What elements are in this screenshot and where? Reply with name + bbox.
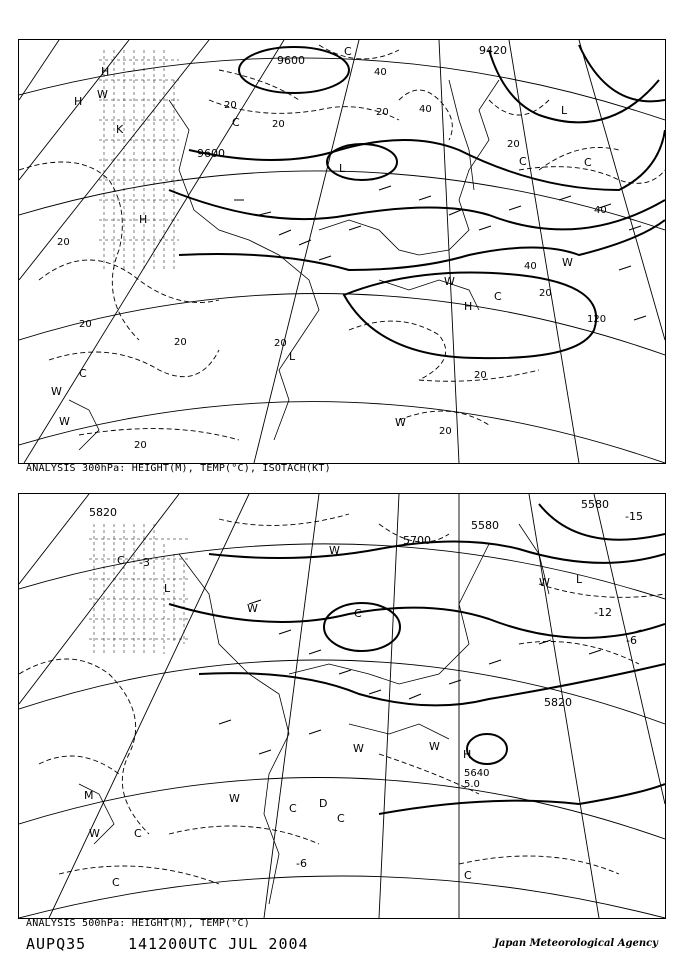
map-500hpa: [19, 494, 665, 918]
isotach-label: 20: [539, 288, 552, 299]
isotach-contours: [19, 45, 665, 440]
system-symbol: M: [84, 789, 94, 802]
isotach-label: 20: [134, 440, 147, 451]
height-label: 5580: [471, 519, 499, 532]
isotach-label: 20: [274, 338, 287, 349]
chart-300hpa: [18, 39, 666, 464]
temp-label: -3: [139, 556, 150, 569]
system-symbol: K: [116, 123, 124, 136]
system-symbol: W: [444, 275, 455, 288]
system-symbol: W: [51, 385, 62, 398]
terrain-hatch: [99, 50, 179, 270]
height-label: 5820: [544, 696, 572, 709]
temp-label: -6: [296, 857, 307, 870]
system-symbol: W: [97, 88, 108, 101]
system-symbol: C: [337, 812, 345, 825]
height-label: 9420: [479, 44, 507, 57]
height-contours: [169, 45, 665, 358]
system-symbol: W: [89, 827, 100, 840]
temp-label: -15: [625, 510, 643, 523]
system-symbol: C: [79, 367, 87, 380]
isotach-label: 40: [594, 205, 607, 216]
coastlines: [79, 524, 549, 904]
system-symbol: H: [74, 95, 83, 108]
system-symbol: C: [519, 155, 527, 168]
isotach-label: 20: [376, 107, 389, 118]
isotach-label: 120: [587, 314, 607, 325]
isotach-label: 20: [439, 426, 452, 437]
system-symbol: W: [229, 792, 240, 805]
temp-label: 5.0: [464, 779, 480, 790]
system-symbol: C: [117, 554, 125, 567]
isotach-label: 20: [79, 319, 92, 330]
temp-label: -12: [594, 606, 612, 619]
system-symbol: W: [562, 256, 573, 269]
system-symbol: H: [139, 213, 148, 226]
system-symbol: H: [464, 300, 473, 313]
wind-barbs: [219, 600, 641, 754]
system-symbol: C: [584, 156, 592, 169]
isotach-label: 20: [474, 370, 487, 381]
system-symbol: L: [576, 573, 583, 586]
system-symbol: W: [329, 544, 340, 557]
terrain-hatch: [89, 524, 189, 654]
caption-300hpa: ANALYSIS 300hPa: HEIGHT(M), TEMP(°C), ISOTACH(KT): [26, 463, 331, 474]
temp-label: -6: [626, 634, 637, 647]
system-symbol: D: [319, 797, 328, 810]
agency-name: Japan Meteorological Agency: [494, 938, 658, 949]
product-code: AUPQ35: [26, 935, 87, 953]
system-symbol: W: [395, 416, 406, 429]
system-symbol: L: [561, 104, 568, 117]
system-symbol: C: [464, 869, 472, 882]
system-symbol: C: [134, 827, 142, 840]
system-symbol: W: [59, 415, 70, 428]
height-label: 9600: [197, 147, 225, 160]
isotach-label: 20: [57, 237, 70, 248]
system-symbol: L: [339, 162, 346, 175]
isotach-label: 20: [507, 139, 520, 150]
system-symbol: W: [429, 740, 440, 753]
isotach-label: 40: [524, 261, 537, 272]
system-symbol: H: [463, 748, 472, 761]
height-label: 9600: [277, 54, 305, 67]
system-symbol: C: [494, 290, 502, 303]
height-label: 5700: [403, 534, 431, 547]
system-symbol: W: [539, 576, 550, 589]
system-symbol: C: [289, 802, 297, 815]
system-symbol: C: [112, 876, 120, 889]
system-symbol: W: [247, 602, 258, 615]
map-300hpa: [19, 40, 665, 463]
system-symbol: L: [289, 350, 296, 363]
system-symbol: W: [353, 742, 364, 755]
system-symbol: C: [344, 45, 352, 58]
height-label: 5820: [89, 506, 117, 519]
system-symbol: C: [232, 116, 240, 129]
system-symbol: L: [164, 582, 171, 595]
isotach-label: 20: [224, 100, 237, 111]
isotach-label: 40: [374, 67, 387, 78]
system-symbol: H: [101, 65, 110, 78]
system-symbol: C: [354, 607, 362, 620]
isotach-label: 20: [174, 337, 187, 348]
chart-500hpa: [18, 493, 666, 919]
caption-500hpa: ANALYSIS 500hPa: HEIGHT(M), TEMP(°C): [26, 918, 250, 929]
isotach-label: 40: [419, 104, 432, 115]
isotach-label: 20: [272, 119, 285, 130]
height-label: 5580: [581, 498, 609, 511]
valid-time: 141200UTC JUL 2004: [128, 935, 309, 953]
height-label: 5640: [464, 768, 490, 779]
